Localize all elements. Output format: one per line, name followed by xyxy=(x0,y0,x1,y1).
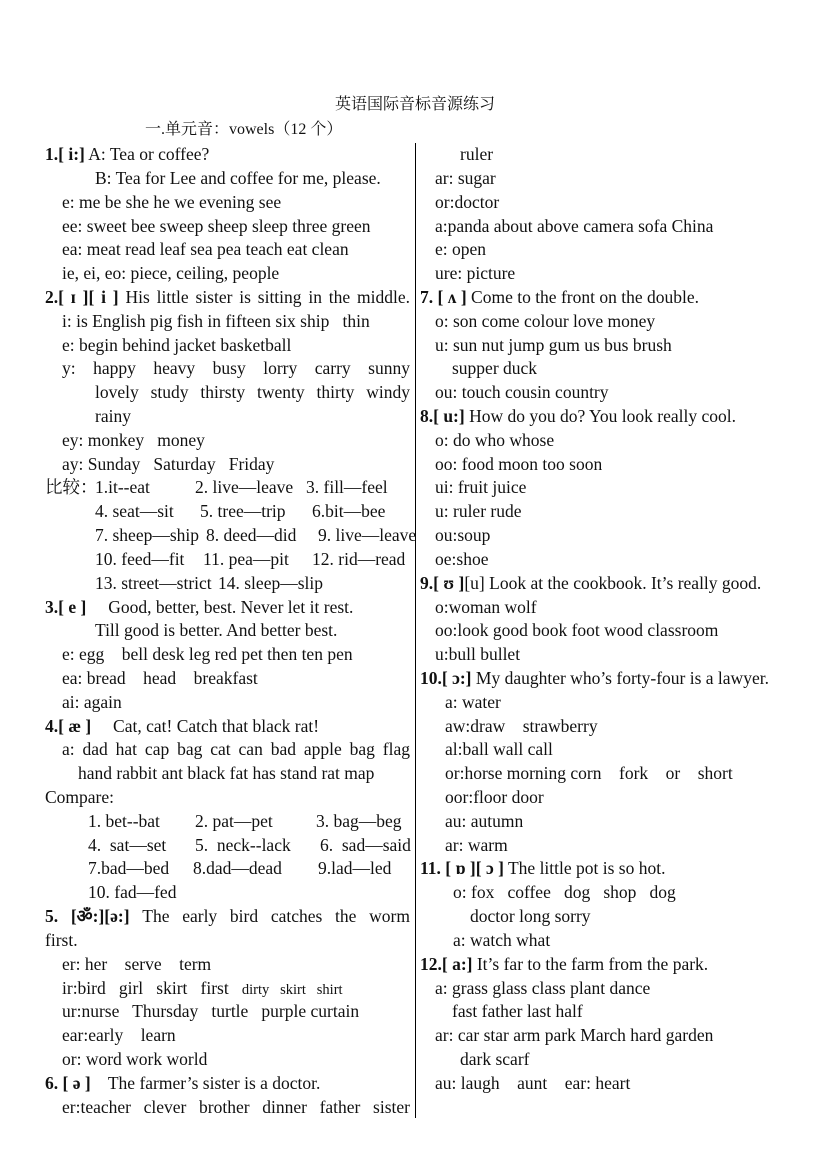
compare-pair: 6.bit—bee xyxy=(312,501,386,522)
vowel-12-sentence: It’s far to the farm from the park. xyxy=(472,953,709,974)
compare-row-3 xyxy=(0,524,417,548)
compare-pair: 7. sheep—ship xyxy=(95,525,200,546)
compare-pair: 9. live—leave xyxy=(318,525,417,546)
text-line: au: laugh aunt ear: heart xyxy=(435,1072,631,1093)
text-line: o: do who whose xyxy=(435,429,555,450)
text-line: o: son come colour love money xyxy=(435,310,656,331)
compare-row-5 xyxy=(0,572,410,596)
text-line: dark scarf xyxy=(460,1048,530,1069)
text-line: ure: picture xyxy=(435,263,516,284)
compare-pair: 1. bet--bat xyxy=(88,810,160,831)
vowel-4-sentence: Cat, cat! Catch that black rat! xyxy=(91,715,320,736)
vowel-3-heading xyxy=(0,596,410,620)
compare-pair: 2. live—leave xyxy=(195,477,294,498)
vowel-8-symbol: 8.[ u:] xyxy=(420,406,465,427)
vowel-6-sentence: The farmer’s sister is a doctor. xyxy=(90,1072,321,1093)
vowel-3-sentence: Good, better, best. Never let it rest. xyxy=(86,596,354,617)
compare-pair: 1.it--eat xyxy=(95,477,150,498)
text-line: ui: fruit juice xyxy=(435,477,527,498)
compare-pair: 8.dad—dead xyxy=(193,858,282,879)
text-line: e: begin behind jacket basketball xyxy=(62,334,292,355)
compare-pair: 14. sleep—slip xyxy=(218,572,323,593)
compare-pair: 5. tree—trip xyxy=(200,501,286,522)
text-line: er:teacher clever brother dinner father sister xyxy=(62,1096,410,1117)
compare-pair: 7.bad—bed xyxy=(88,858,170,879)
text-line: doctor long sorry xyxy=(470,906,591,927)
text-line: ar: sugar xyxy=(435,167,496,188)
vowel-10-symbol: 10.[ ɔ:] xyxy=(420,667,472,688)
vowel-11-sentence: The little pot is so hot. xyxy=(503,858,666,879)
text-line: ou: touch cousin country xyxy=(435,382,609,403)
compare-row-6 xyxy=(0,810,410,834)
text-line: first. xyxy=(45,929,78,950)
compare-pair: 3. bag—beg xyxy=(316,810,402,831)
text-line: oo:look good book foot wood classroom xyxy=(435,620,719,641)
compare-pair: 4. sat—set xyxy=(88,834,167,855)
compare-label: 比较： xyxy=(45,477,98,498)
section-subtitle: 一.单元音：vowels（12 个） xyxy=(145,121,343,138)
text-line: ie, ei, eo: piece, ceiling, people xyxy=(62,263,280,284)
text-line: a: grass glass class plant dance xyxy=(435,977,651,998)
text-line: ar: warm xyxy=(445,834,508,855)
text-line: o:woman wolf xyxy=(435,596,537,617)
compare-pair: 13. street—strict xyxy=(95,572,212,593)
line-text-small: dirty skirt shirt xyxy=(241,981,343,998)
compare-pair: 6. sad—said xyxy=(320,834,411,855)
vowel-2-sentence: His little sister is sitting in the middle. xyxy=(118,286,410,307)
text-line: B: Tea for Lee and coffee for me, please. xyxy=(95,167,381,188)
compare-pair: 11. pea—pit xyxy=(203,548,289,569)
right-column xyxy=(415,143,830,1096)
text-line: ou:soup xyxy=(435,525,491,546)
vowel-7-sentence: Come to the front on the double. xyxy=(466,286,699,307)
text-line: oor:floor door xyxy=(445,787,544,808)
text-line: ruler xyxy=(460,144,494,165)
text-line: a: watch what xyxy=(453,929,551,950)
vowel-11-symbol: 11. [ ɒ ][ ɔ ] xyxy=(420,858,504,879)
vowel-8-sentence: How do you do? You look really cool. xyxy=(464,406,736,427)
vowel-7-symbol: 7. [ ʌ ] xyxy=(420,286,467,307)
text-line: or:horse morning corn fork or short xyxy=(445,763,733,784)
text-line: oe:shoe xyxy=(435,548,489,569)
compare-pair: 10. fad—fed xyxy=(88,882,177,903)
text-line: hand rabbit ant black fat has stand rat map xyxy=(78,763,375,784)
compare-row-4 xyxy=(0,548,410,572)
text-line: e: open xyxy=(435,239,487,260)
text-line: rainy xyxy=(95,406,131,427)
text-line: ey: monkey money xyxy=(62,429,205,450)
text-line: u: sun nut jump gum us bus brush xyxy=(435,334,672,355)
text-line: y: happy heavy busy lorry carry sunny xyxy=(62,358,410,379)
text-line xyxy=(0,977,410,1001)
vowel-5-heading xyxy=(0,905,410,929)
text-line: ee: sweet bee sweep sheep sleep three green xyxy=(62,215,371,236)
text-line: er: her serve term xyxy=(62,953,212,974)
text-line: fast father last half xyxy=(452,1001,583,1022)
text-line: supper duck xyxy=(452,358,538,379)
vowel-6-heading xyxy=(0,1072,410,1096)
vowel-1-sentence: A: Tea or coffee? xyxy=(84,144,210,165)
vowel-9-symbol: 9.[ ʊ ] xyxy=(420,572,465,593)
vowel-11-heading xyxy=(415,857,830,881)
text-line: au: autumn xyxy=(445,810,524,831)
text-line: ea: meat read leaf sea pea teach eat clean xyxy=(62,239,349,260)
compare-row-2 xyxy=(0,500,410,524)
vowel-12-heading xyxy=(415,953,830,977)
text-line: aw:draw strawberry xyxy=(445,715,598,736)
text-line: ear:early learn xyxy=(62,1025,176,1046)
text-line: i: is English pig fish in fifteen six ship thin xyxy=(62,310,370,331)
text-line: u:bull bullet xyxy=(435,644,521,665)
text-line: al:ball wall call xyxy=(445,739,553,760)
vowel-4-symbol: 4.[ æ ] xyxy=(45,715,92,736)
vowel-1-heading xyxy=(0,143,410,167)
vowel-4-heading xyxy=(0,715,410,739)
vowel-9-heading xyxy=(415,572,830,596)
compare-row-1 xyxy=(0,476,410,500)
text-line: a: water xyxy=(445,691,501,712)
text-line: lovely study thirsty twenty thirty windy xyxy=(95,382,410,403)
vowel-10-sentence: My daughter who’s forty-four is a lawyer. xyxy=(471,667,769,688)
left-column xyxy=(0,143,415,1119)
vowel-2-heading xyxy=(0,286,410,310)
line-text: ir:bird girl skirt first xyxy=(62,977,242,998)
vowel-12-symbol: 12.[ a:] xyxy=(420,953,473,974)
text-line: e: egg bell desk leg red pet then ten pen xyxy=(62,644,353,665)
compare-row-7 xyxy=(0,834,410,858)
text-line: o: fox coffee dog shop dog xyxy=(453,882,676,903)
text-line: or: word work world xyxy=(62,1048,208,1069)
text-line: ur:nurse Thursday turtle purple curtain xyxy=(62,1001,360,1022)
vowel-1-symbol: 1.[ i:] xyxy=(45,144,85,165)
compare-pair: 5. neck--lack xyxy=(195,834,291,855)
compare-pair: 10. feed—fit xyxy=(95,548,185,569)
text-line: ar: car star arm park March hard garden xyxy=(435,1025,714,1046)
text-line: a:panda about above camera sofa China xyxy=(435,215,714,236)
vowel-5-sentence: The early bird catches the worm xyxy=(129,906,410,927)
vowel-5-symbol: 5. [ॐ:][ə:] xyxy=(45,906,130,927)
document-title: 英语国际音标音源练习 xyxy=(334,96,495,113)
vowel-2-symbol: 2.[ ɪ ][ i ] xyxy=(45,286,119,307)
vowel-7-heading xyxy=(415,286,830,310)
compare-pair: 4. seat—sit xyxy=(95,501,174,522)
vowel-9-sentence: [u] Look at the cookbook. It’s really good. xyxy=(464,572,762,593)
compare-pair: 3. fill—feel xyxy=(306,477,388,498)
text-line: Till good is better. And better best. xyxy=(95,620,338,641)
text-line: ay: Sunday Saturday Friday xyxy=(62,453,275,474)
compare-row-8 xyxy=(0,857,410,881)
text-line: e: me be she he we evening see xyxy=(62,191,282,212)
vowel-10-heading xyxy=(415,667,830,691)
vowel-8-heading xyxy=(415,405,830,429)
text-line: a: dad hat cap bag cat can bad apple bag flag xyxy=(62,739,410,760)
text-line: oo: food moon too soon xyxy=(435,453,603,474)
compare-heading: Compare: xyxy=(45,787,115,808)
compare-pair: 9.lad—led xyxy=(318,858,392,879)
text-line: or:doctor xyxy=(435,191,500,212)
text-line: ai: again xyxy=(62,691,122,712)
vowel-6-symbol: 6. [ ə ] xyxy=(45,1072,91,1093)
compare-pair: 2. pat—pet xyxy=(195,810,273,831)
compare-pair: 8. deed—did xyxy=(206,525,297,546)
vowel-3-symbol: 3.[ e ] xyxy=(45,596,87,617)
text-line: u: ruler rude xyxy=(435,501,522,522)
compare-pair: 12. rid—read xyxy=(312,548,406,569)
text-line: ea: bread head breakfast xyxy=(62,667,258,688)
